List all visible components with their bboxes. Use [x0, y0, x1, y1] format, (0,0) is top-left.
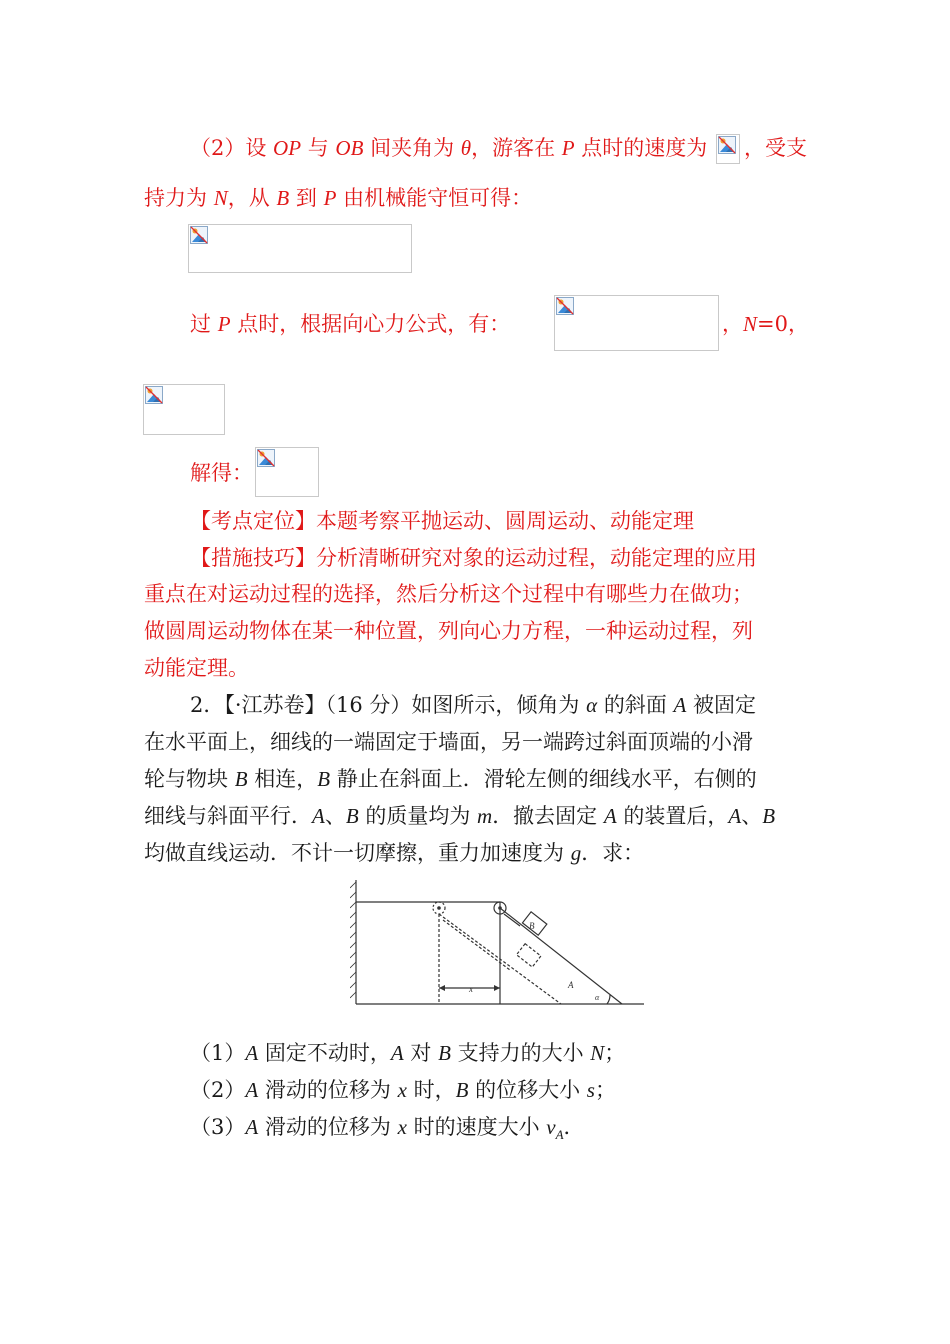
text: （2）设	[190, 136, 274, 160]
incline-pulley-figure	[350, 878, 646, 1008]
broken-image-icon	[556, 297, 574, 315]
text: 解得：	[190, 461, 253, 485]
text: 相连，	[247, 767, 318, 791]
angle-arc	[607, 995, 610, 1004]
var-b: B	[345, 804, 359, 828]
text: 间夹角为	[363, 136, 461, 160]
var-b: B	[317, 767, 331, 791]
text: 的位移大小	[468, 1078, 587, 1102]
broken-image-icon	[718, 136, 736, 154]
var-ob: OB	[335, 136, 364, 160]
text: ．撤去固定	[492, 804, 604, 828]
formula-image-condition	[143, 384, 225, 435]
question-1	[190, 1039, 625, 1067]
problem2-line-3	[144, 765, 757, 793]
text: =0，	[757, 312, 809, 336]
text: 点时，根据向心力公式，有：	[230, 312, 511, 336]
text: 时的速度大小	[406, 1115, 547, 1139]
text: ．	[563, 1115, 585, 1139]
var-p: P	[561, 136, 575, 160]
var-g: g	[570, 841, 582, 865]
text: 时，	[406, 1078, 456, 1102]
text: 轮与物块	[144, 767, 235, 791]
text: 静止在斜面上．滑轮左侧的细线水平，右侧的	[330, 767, 757, 791]
question-3	[190, 1113, 585, 1149]
text: 点时的速度为	[574, 136, 708, 160]
var-v: v	[546, 1115, 556, 1139]
var-a: A	[390, 1041, 404, 1065]
text: ．求：	[581, 841, 645, 865]
broken-image-icon	[257, 449, 275, 467]
text: ；	[594, 1078, 616, 1102]
var-x: x	[397, 1115, 407, 1139]
var-a: A	[728, 804, 742, 828]
text: （2）	[190, 1078, 246, 1102]
string-slope	[504, 914, 520, 926]
inline-formula-image-velocity	[716, 134, 740, 164]
solution-line-1	[190, 134, 707, 162]
var-a: A	[245, 1078, 259, 1102]
cuoshi-line-3: 做圆周运动物体在某一种位置，列向心力方程，一种运动过程，列	[144, 619, 753, 643]
text: 2．【·江苏卷】（16 分）如图所示，倾角为	[190, 693, 587, 717]
var-n: N	[590, 1041, 605, 1065]
cuoshi-line-2: 重点在对运动过程的选择，然后分析这个过程中有哪些力在做功；	[144, 582, 753, 606]
solution-line-3	[190, 310, 510, 338]
text: ，受支	[744, 136, 807, 160]
text: 的质量均为	[358, 804, 478, 828]
text: 支持力的大小	[450, 1041, 591, 1065]
var-m: m	[477, 804, 493, 828]
text: 到	[289, 186, 324, 210]
var-b: B	[455, 1078, 469, 1102]
text: 、	[741, 804, 763, 828]
label-x: x	[469, 984, 473, 994]
broken-image-icon	[145, 386, 163, 404]
var-s: s	[586, 1078, 595, 1102]
formula-image-energy-conservation	[188, 224, 412, 273]
block-b-dashed	[517, 944, 541, 967]
var-a: A	[603, 804, 617, 828]
var-p: P	[323, 186, 337, 210]
kaodian-line: 【考点定位】本题考察平抛运动、圆周运动、动能定理	[190, 509, 694, 533]
var-a: A	[245, 1115, 259, 1139]
var-a: A	[245, 1041, 259, 1065]
var-a: A	[312, 804, 325, 828]
text: 持力为	[144, 186, 214, 210]
formula-image-centripetal	[554, 295, 719, 351]
var-v-subscript: A	[555, 1127, 564, 1142]
text: 的装置后，	[616, 804, 729, 828]
solution-line-2	[144, 184, 532, 212]
var-b: B	[234, 767, 248, 791]
label-b: B	[529, 921, 535, 931]
incline-diagram	[350, 878, 646, 1008]
text: （1）	[190, 1041, 246, 1065]
var-x: x	[397, 1078, 407, 1102]
text: 由机械能守恒可得：	[336, 186, 533, 210]
text: 滑动的位移为	[258, 1115, 398, 1139]
text: 固定不动时，	[258, 1041, 391, 1065]
var-a: A	[673, 693, 687, 717]
wall-hatching	[350, 882, 356, 998]
solve-label	[190, 459, 253, 487]
var-theta: θ	[460, 136, 472, 160]
solution-line-1-suffix	[744, 134, 807, 162]
problem2-line-1	[190, 691, 756, 719]
text: 滑动的位移为	[258, 1078, 398, 1102]
text: 、	[324, 804, 346, 828]
block-b	[522, 912, 546, 935]
cuoshi-line-4: 动能定理。	[144, 656, 249, 680]
var-b: B	[762, 804, 776, 828]
var-n: N	[743, 312, 758, 336]
var-n: N	[213, 186, 228, 210]
problem2-line-2: 在水平面上，细线的一端固定于墙面，另一端跨过斜面顶端的小滑	[144, 730, 753, 754]
solution-line-3-suffix	[722, 310, 809, 338]
formula-image-result	[255, 447, 319, 497]
text: 过	[190, 312, 218, 336]
problem2-line-5	[144, 839, 644, 867]
label-alpha: α	[595, 993, 600, 1002]
label-a: A	[568, 980, 574, 990]
var-b: B	[276, 186, 290, 210]
text: ；	[604, 1041, 626, 1065]
text: 细线与斜面平行．	[144, 804, 312, 828]
problem2-line-4	[144, 802, 775, 830]
text: ，游客在	[471, 136, 562, 160]
cuoshi-line-1: 【措施技巧】分析清晰研究对象的运动过程，动能定理的应用	[190, 546, 757, 570]
var-op: OP	[273, 136, 302, 160]
text: 与	[301, 136, 336, 160]
text: 对	[403, 1041, 439, 1065]
text: ，	[722, 312, 743, 336]
var-p: P	[217, 312, 231, 336]
text: 被固定	[686, 693, 757, 717]
broken-image-icon	[190, 226, 208, 244]
text: 的斜面	[597, 693, 674, 717]
text: ，从	[227, 186, 277, 210]
text: 均做直线运动．不计一切摩擦，重力加速度为	[144, 841, 571, 865]
var-b: B	[438, 1041, 451, 1065]
question-2	[190, 1076, 616, 1104]
text: （3）	[190, 1115, 246, 1139]
var-alpha: α	[586, 693, 598, 717]
